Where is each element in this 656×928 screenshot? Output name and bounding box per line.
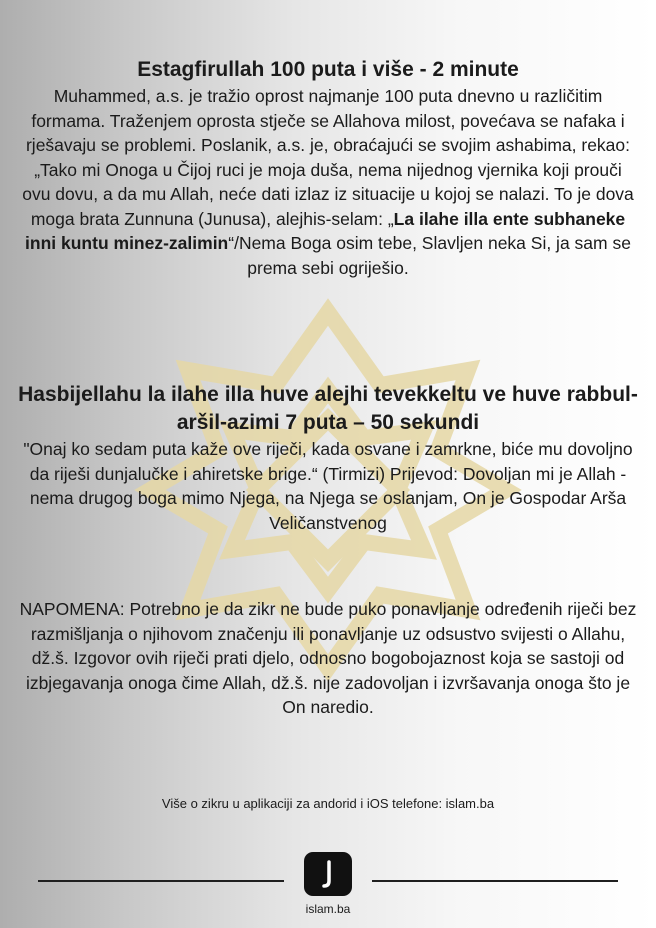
section-title: Hasbijellahu la ilahe illa huve alejhi tevekkeltu ve huve rabbul-aršil-azimi 7 puta – 50 sekundi [18,383,638,434]
footer-divider-right [372,880,618,882]
section-title: Estagfirullah 100 puta i više - 2 minute [137,58,519,81]
estagfirullah-section [18,56,638,280]
note-body: NAPOMENA: Potrebno je da zikr ne bude puko ponavljanje određenih riječi bez razmišljanja o njihovom značenju ili ponavljanje uz odsustvo svijesti o Allahu, dž.š. Izgovor ovih riječi prati djelo, odnosno bogobojaznost koja se sastoji od izbjegavanja onoga čime Allah, dž.š. nije zadovoljan i izvršavanja onoga što je On naredio. [19,599,637,717]
section-body: "Onaj ko sedam puta kaže ove riječi, kada osvane i zamrkne, biće mu dovoljno da riješi dunjalučke i ahiretske brige.“ (Tirmizi) Prijevod: Dovoljan mi je Allah - nema drugog boga mimo Njega, na Njega se oslanjam, On je Gospodar Arša Veličanstvenog [23,439,633,533]
dova-text-bold: La ilahe illa ente subhaneke inni kuntu minez-zalimin [25,208,626,253]
footer-divider-left [38,880,284,882]
footer-app-text: Više o zikru u aplikaciji za andorid i iOS telefone: islam.ba [161,796,495,811]
napomena-section [18,597,638,720]
body-text-end: “/Nema Boga osim tebe, Slavljen neka Si, ja sam se prema sebi ogriješio. [228,233,631,278]
hasbijellahu-section [18,381,638,535]
section-body [18,84,638,280]
body-text-start: Muhammed, a.s. je tražio oprost najmanje 100 puta dnevno u različitim formama. Traženjem oprosta stječe se Allahova milost, povećava se nafaka i rješavaju se problemi. Poslanik, a.s. je, obraćajući se svojim ashabima, rekao: „Tako mi Onoga u Čijoj ruci je moja duša, nema nijednog vjernika koji prouči ovu dovu, a da mu Allah, neće dati izlaz iz situacije u kojoj se nalazi. To je dova moga brata Zunnuna (Junusa), alejhis-selam: „ [22,86,634,229]
logo-label: islam.ba [305,902,351,916]
islam-ba-logo-icon [304,852,352,896]
